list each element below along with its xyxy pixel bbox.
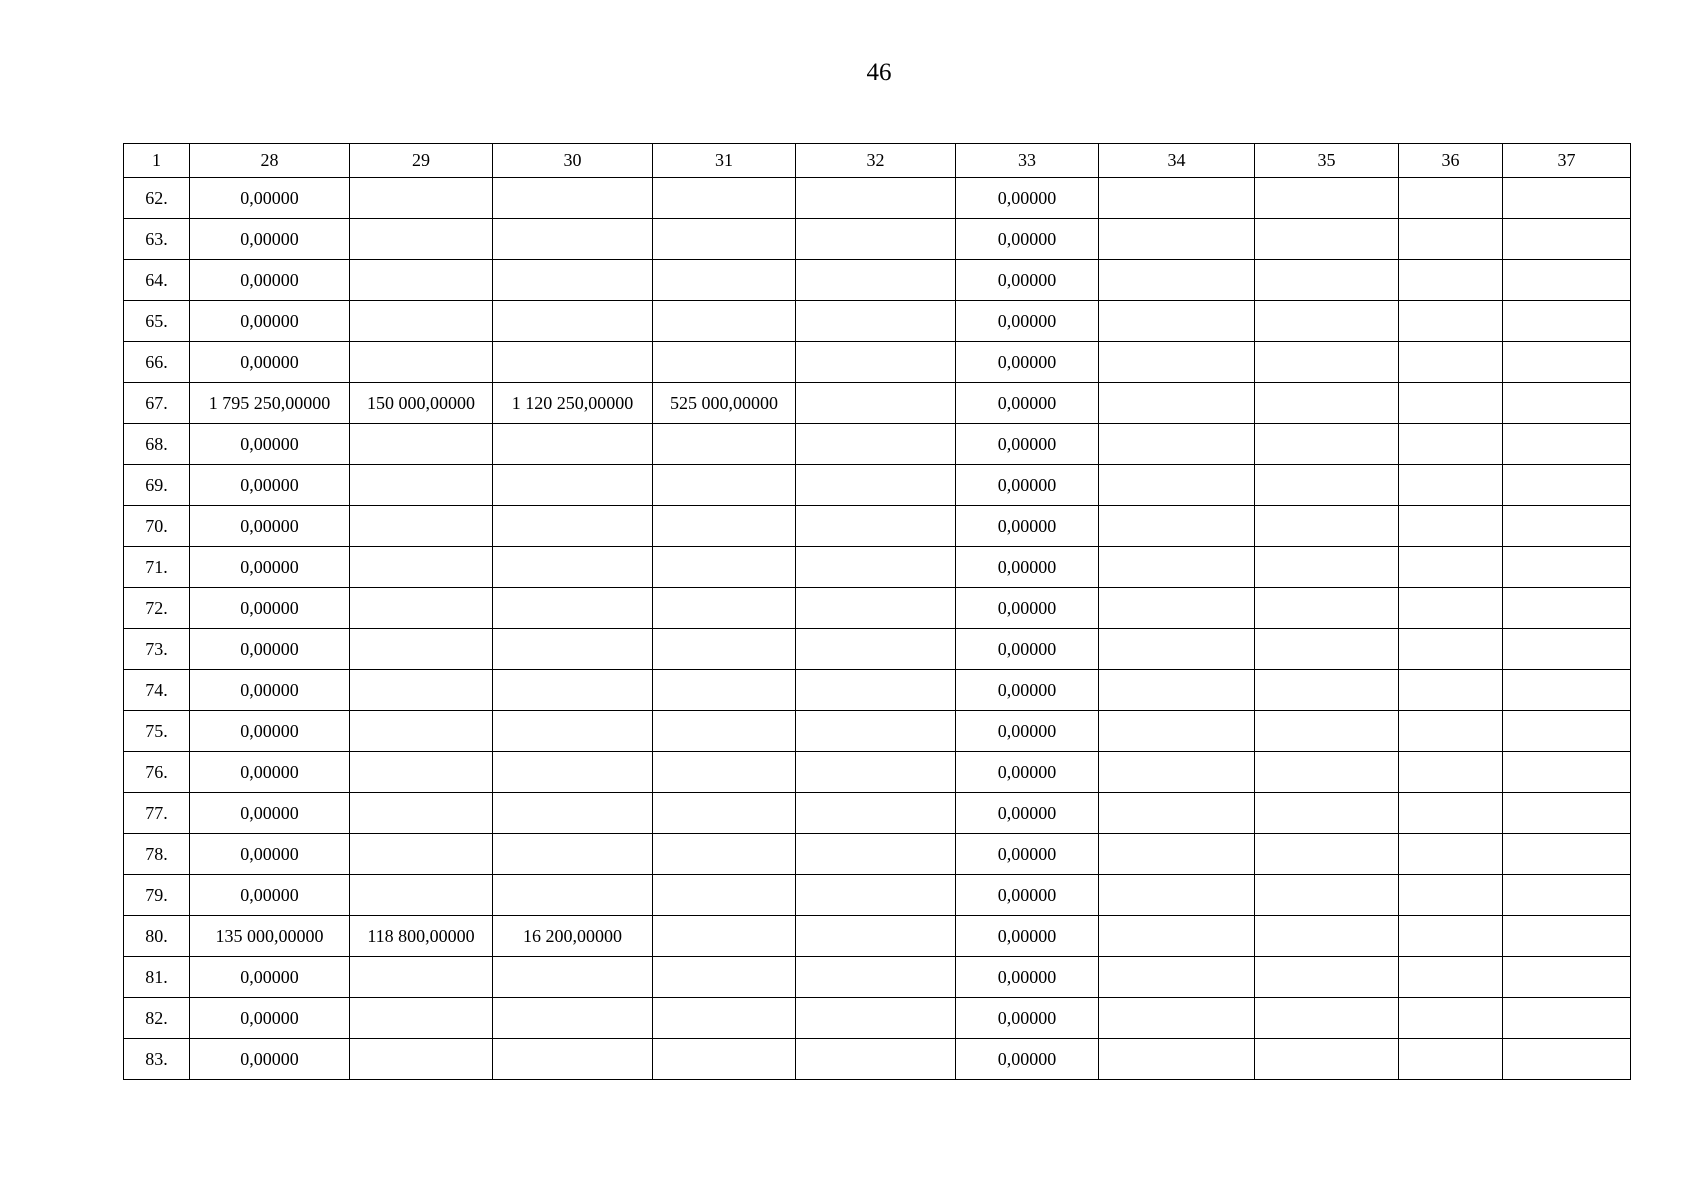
table-cell (1503, 588, 1631, 629)
table-cell (653, 588, 796, 629)
table-cell (653, 219, 796, 260)
table-cell (796, 260, 956, 301)
table-row (124, 670, 1631, 711)
table-cell: 16 200,00000 (493, 916, 653, 957)
table-cell: 1 120 250,00000 (493, 383, 653, 424)
row-number-cell: 70. (124, 506, 190, 547)
table-cell (1255, 547, 1399, 588)
column-header-37: 37 (1503, 144, 1631, 178)
table-body (124, 178, 1631, 1080)
table-cell: 0,00000 (190, 219, 350, 260)
row-number-cell: 78. (124, 834, 190, 875)
table-cell (493, 588, 653, 629)
table-cell (493, 752, 653, 793)
table-cell (1099, 998, 1255, 1039)
table-cell (1399, 752, 1503, 793)
table-cell (653, 547, 796, 588)
table-cell (796, 957, 956, 998)
table-cell (1255, 957, 1399, 998)
table-cell (1099, 547, 1255, 588)
table-cell (1503, 178, 1631, 219)
table-cell (1099, 219, 1255, 260)
table-cell (1503, 465, 1631, 506)
table-cell (1399, 383, 1503, 424)
table-cell: 0,00000 (956, 629, 1099, 670)
table-cell (796, 1039, 956, 1080)
table-cell (653, 301, 796, 342)
table-cell (1099, 629, 1255, 670)
table-cell (1099, 465, 1255, 506)
table-cell: 0,00000 (190, 998, 350, 1039)
table-cell (1099, 834, 1255, 875)
table-cell (653, 875, 796, 916)
table-cell (1099, 383, 1255, 424)
data-table (123, 143, 1631, 1080)
table-cell (493, 629, 653, 670)
table-row (124, 342, 1631, 383)
table-cell (1099, 260, 1255, 301)
table-cell (796, 711, 956, 752)
table-cell (1099, 301, 1255, 342)
table-cell (1255, 301, 1399, 342)
table-cell: 0,00000 (956, 998, 1099, 1039)
table-cell (350, 957, 493, 998)
table-cell (1399, 793, 1503, 834)
table-cell (350, 547, 493, 588)
table-cell (796, 670, 956, 711)
table-cell (350, 260, 493, 301)
column-header-36: 36 (1399, 144, 1503, 178)
row-number-cell: 65. (124, 301, 190, 342)
table-cell (493, 875, 653, 916)
page-number: 46 (866, 59, 892, 86)
table-cell: 0,00000 (956, 465, 1099, 506)
table-cell (1255, 834, 1399, 875)
table-cell (350, 424, 493, 465)
table-cell: 0,00000 (190, 670, 350, 711)
table-cell (796, 424, 956, 465)
table-cell (1099, 588, 1255, 629)
row-number-cell: 72. (124, 588, 190, 629)
table-cell (493, 547, 653, 588)
table-cell (1503, 506, 1631, 547)
row-number-cell: 62. (124, 178, 190, 219)
table-row (124, 711, 1631, 752)
table-cell: 0,00000 (956, 670, 1099, 711)
table-row (124, 219, 1631, 260)
table-cell (350, 1039, 493, 1080)
table-cell (1399, 629, 1503, 670)
table-cell (493, 670, 653, 711)
table-cell (493, 260, 653, 301)
table-cell: 0,00000 (190, 957, 350, 998)
table-cell: 0,00000 (190, 424, 350, 465)
table-cell: 118 800,00000 (350, 916, 493, 957)
table-cell (1503, 219, 1631, 260)
table-cell (493, 834, 653, 875)
table-row (124, 506, 1631, 547)
table-cell: 150 000,00000 (350, 383, 493, 424)
table-cell (1255, 916, 1399, 957)
header-row (124, 144, 1631, 178)
table-cell (493, 793, 653, 834)
table-cell (1399, 424, 1503, 465)
table-row (124, 875, 1631, 916)
table-cell: 0,00000 (956, 1039, 1099, 1080)
table-cell (493, 998, 653, 1039)
table-cell (493, 506, 653, 547)
table-cell (1503, 547, 1631, 588)
table-cell: 0,00000 (190, 629, 350, 670)
row-number-cell: 80. (124, 916, 190, 957)
table-cell: 0,00000 (956, 834, 1099, 875)
table-cell (493, 424, 653, 465)
table-cell (1503, 424, 1631, 465)
table-cell (1399, 875, 1503, 916)
row-number-cell: 71. (124, 547, 190, 588)
table-cell (1255, 629, 1399, 670)
table-cell: 0,00000 (190, 342, 350, 383)
row-number-cell: 69. (124, 465, 190, 506)
table-cell (350, 588, 493, 629)
table-cell (1399, 998, 1503, 1039)
table-cell (350, 178, 493, 219)
table-cell (350, 834, 493, 875)
table-cell (653, 629, 796, 670)
table-cell (653, 670, 796, 711)
table-cell: 0,00000 (956, 752, 1099, 793)
table-cell (1255, 506, 1399, 547)
column-header-31: 31 (653, 144, 796, 178)
table-cell (1099, 178, 1255, 219)
table-cell (1255, 998, 1399, 1039)
table-cell (653, 752, 796, 793)
table-cell (1503, 629, 1631, 670)
table-cell (653, 793, 796, 834)
table-cell: 0,00000 (956, 260, 1099, 301)
column-header-32: 32 (796, 144, 956, 178)
column-header-30: 30 (493, 144, 653, 178)
table-cell: 0,00000 (190, 752, 350, 793)
table-cell (350, 875, 493, 916)
table-cell (1503, 875, 1631, 916)
table-cell (796, 301, 956, 342)
row-number-cell: 82. (124, 998, 190, 1039)
row-number-cell: 77. (124, 793, 190, 834)
table-cell (796, 629, 956, 670)
column-header-28: 28 (190, 144, 350, 178)
table-cell (1255, 178, 1399, 219)
table-cell (1255, 670, 1399, 711)
table-cell (1255, 711, 1399, 752)
table-cell: 0,00000 (956, 301, 1099, 342)
table-cell: 0,00000 (190, 547, 350, 588)
table-cell (350, 998, 493, 1039)
table-cell (350, 670, 493, 711)
table-cell (1255, 752, 1399, 793)
table-cell: 0,00000 (956, 957, 1099, 998)
table-cell (1503, 752, 1631, 793)
table-cell: 0,00000 (956, 178, 1099, 219)
table-cell (1399, 834, 1503, 875)
table-cell (796, 178, 956, 219)
table-cell (653, 178, 796, 219)
table-row (124, 752, 1631, 793)
table-cell (350, 465, 493, 506)
table-cell (796, 752, 956, 793)
table-cell: 0,00000 (956, 875, 1099, 916)
table-cell (1503, 998, 1631, 1039)
table-cell (653, 957, 796, 998)
table-cell (1399, 178, 1503, 219)
table-cell (350, 793, 493, 834)
table-cell: 0,00000 (190, 875, 350, 916)
table-cell: 0,00000 (190, 301, 350, 342)
row-number-cell: 67. (124, 383, 190, 424)
table-cell: 0,00000 (190, 465, 350, 506)
table-row (124, 301, 1631, 342)
table-cell (493, 301, 653, 342)
table-cell (493, 1039, 653, 1080)
table-cell: 525 000,00000 (653, 383, 796, 424)
table-cell (350, 506, 493, 547)
table-row (124, 260, 1631, 301)
column-header-33: 33 (956, 144, 1099, 178)
table-cell: 0,00000 (190, 260, 350, 301)
table-cell (653, 1039, 796, 1080)
table-cell (653, 465, 796, 506)
table-cell: 0,00000 (190, 588, 350, 629)
table-cell: 0,00000 (190, 711, 350, 752)
table-cell (1399, 506, 1503, 547)
table-cell (1399, 342, 1503, 383)
table-cell (1503, 916, 1631, 957)
table-cell (493, 219, 653, 260)
table-cell (1099, 342, 1255, 383)
table-cell (1255, 260, 1399, 301)
table-cell (493, 957, 653, 998)
table-cell (350, 711, 493, 752)
table-cell (493, 178, 653, 219)
table-row (124, 629, 1631, 670)
table-cell (1099, 916, 1255, 957)
row-number-cell: 76. (124, 752, 190, 793)
table-cell (1255, 875, 1399, 916)
table-cell (350, 342, 493, 383)
table-cell (493, 465, 653, 506)
table-cell (1255, 793, 1399, 834)
table-cell (1099, 506, 1255, 547)
table-cell: 0,00000 (190, 506, 350, 547)
table-cell (493, 711, 653, 752)
row-number-cell: 81. (124, 957, 190, 998)
table-cell (1255, 383, 1399, 424)
table-cell (1399, 465, 1503, 506)
table-cell (796, 834, 956, 875)
table-cell (1399, 916, 1503, 957)
table-row (124, 916, 1631, 957)
table-cell (796, 588, 956, 629)
table-cell (1099, 793, 1255, 834)
table-cell (796, 506, 956, 547)
table-cell (493, 342, 653, 383)
table-cell (1255, 219, 1399, 260)
row-number-cell: 74. (124, 670, 190, 711)
table-cell (1399, 670, 1503, 711)
table-row (124, 547, 1631, 588)
table-cell: 0,00000 (956, 793, 1099, 834)
table-cell (796, 547, 956, 588)
table-cell: 0,00000 (956, 424, 1099, 465)
table-cell (796, 793, 956, 834)
table-cell (350, 219, 493, 260)
table-cell: 0,00000 (190, 793, 350, 834)
table-row (124, 834, 1631, 875)
table-cell (1503, 301, 1631, 342)
table-cell (1099, 752, 1255, 793)
table-cell (1099, 670, 1255, 711)
table-cell (1099, 957, 1255, 998)
table-cell: 1 795 250,00000 (190, 383, 350, 424)
table-cell (1503, 670, 1631, 711)
table-cell (1399, 957, 1503, 998)
table-cell (1255, 342, 1399, 383)
table-cell (1099, 875, 1255, 916)
table-cell (1503, 957, 1631, 998)
row-number-cell: 64. (124, 260, 190, 301)
table-cell (796, 383, 956, 424)
table-cell (653, 834, 796, 875)
table-cell: 0,00000 (956, 342, 1099, 383)
row-number-cell: 75. (124, 711, 190, 752)
table-cell (1503, 342, 1631, 383)
table-cell (1099, 424, 1255, 465)
table-cell: 0,00000 (956, 916, 1099, 957)
table-cell: 0,00000 (190, 1039, 350, 1080)
table-cell (1503, 711, 1631, 752)
table-cell (1399, 1039, 1503, 1080)
table-cell (1255, 588, 1399, 629)
table-cell (1503, 793, 1631, 834)
table-cell (653, 998, 796, 1039)
table-row (124, 465, 1631, 506)
table-cell (350, 629, 493, 670)
row-number-cell: 79. (124, 875, 190, 916)
table-cell (1503, 834, 1631, 875)
table-cell: 0,00000 (956, 506, 1099, 547)
table-cell (1399, 219, 1503, 260)
table-cell (1099, 711, 1255, 752)
table-row (124, 178, 1631, 219)
table-cell: 0,00000 (956, 711, 1099, 752)
table-cell (653, 342, 796, 383)
table-cell (1255, 424, 1399, 465)
table-cell (796, 342, 956, 383)
table-cell (653, 424, 796, 465)
table-row (124, 383, 1631, 424)
table-cell: 0,00000 (190, 834, 350, 875)
table-cell (1503, 1039, 1631, 1080)
table-cell (796, 998, 956, 1039)
row-number-cell: 83. (124, 1039, 190, 1080)
table-row (124, 793, 1631, 834)
row-number-cell: 63. (124, 219, 190, 260)
table-row (124, 588, 1631, 629)
table-row (124, 998, 1631, 1039)
table-cell: 0,00000 (956, 588, 1099, 629)
table-cell (1255, 1039, 1399, 1080)
table-header (124, 144, 1631, 178)
table-cell (796, 219, 956, 260)
row-number-cell: 73. (124, 629, 190, 670)
column-header-1: 1 (124, 144, 190, 178)
table-cell (1099, 1039, 1255, 1080)
row-number-cell: 68. (124, 424, 190, 465)
table-cell (1399, 260, 1503, 301)
table-cell: 0,00000 (956, 547, 1099, 588)
table-cell (1399, 301, 1503, 342)
table-cell (1399, 711, 1503, 752)
table-cell (653, 260, 796, 301)
table-cell (796, 465, 956, 506)
column-header-29: 29 (350, 144, 493, 178)
table-cell: 0,00000 (190, 178, 350, 219)
table-cell (1503, 383, 1631, 424)
table-cell (653, 711, 796, 752)
column-header-35: 35 (1255, 144, 1399, 178)
table-row (124, 957, 1631, 998)
table-cell (1399, 547, 1503, 588)
table-cell (1503, 260, 1631, 301)
table-cell (653, 506, 796, 547)
table-cell (796, 916, 956, 957)
table-cell: 0,00000 (956, 383, 1099, 424)
table-cell: 135 000,00000 (190, 916, 350, 957)
table-cell (350, 752, 493, 793)
table-row (124, 424, 1631, 465)
table-cell: 0,00000 (956, 219, 1099, 260)
table-cell (653, 916, 796, 957)
table-cell (1255, 465, 1399, 506)
row-number-cell: 66. (124, 342, 190, 383)
table-row (124, 1039, 1631, 1080)
table-cell (796, 875, 956, 916)
table-cell (1399, 588, 1503, 629)
column-header-34: 34 (1099, 144, 1255, 178)
table-cell (350, 301, 493, 342)
